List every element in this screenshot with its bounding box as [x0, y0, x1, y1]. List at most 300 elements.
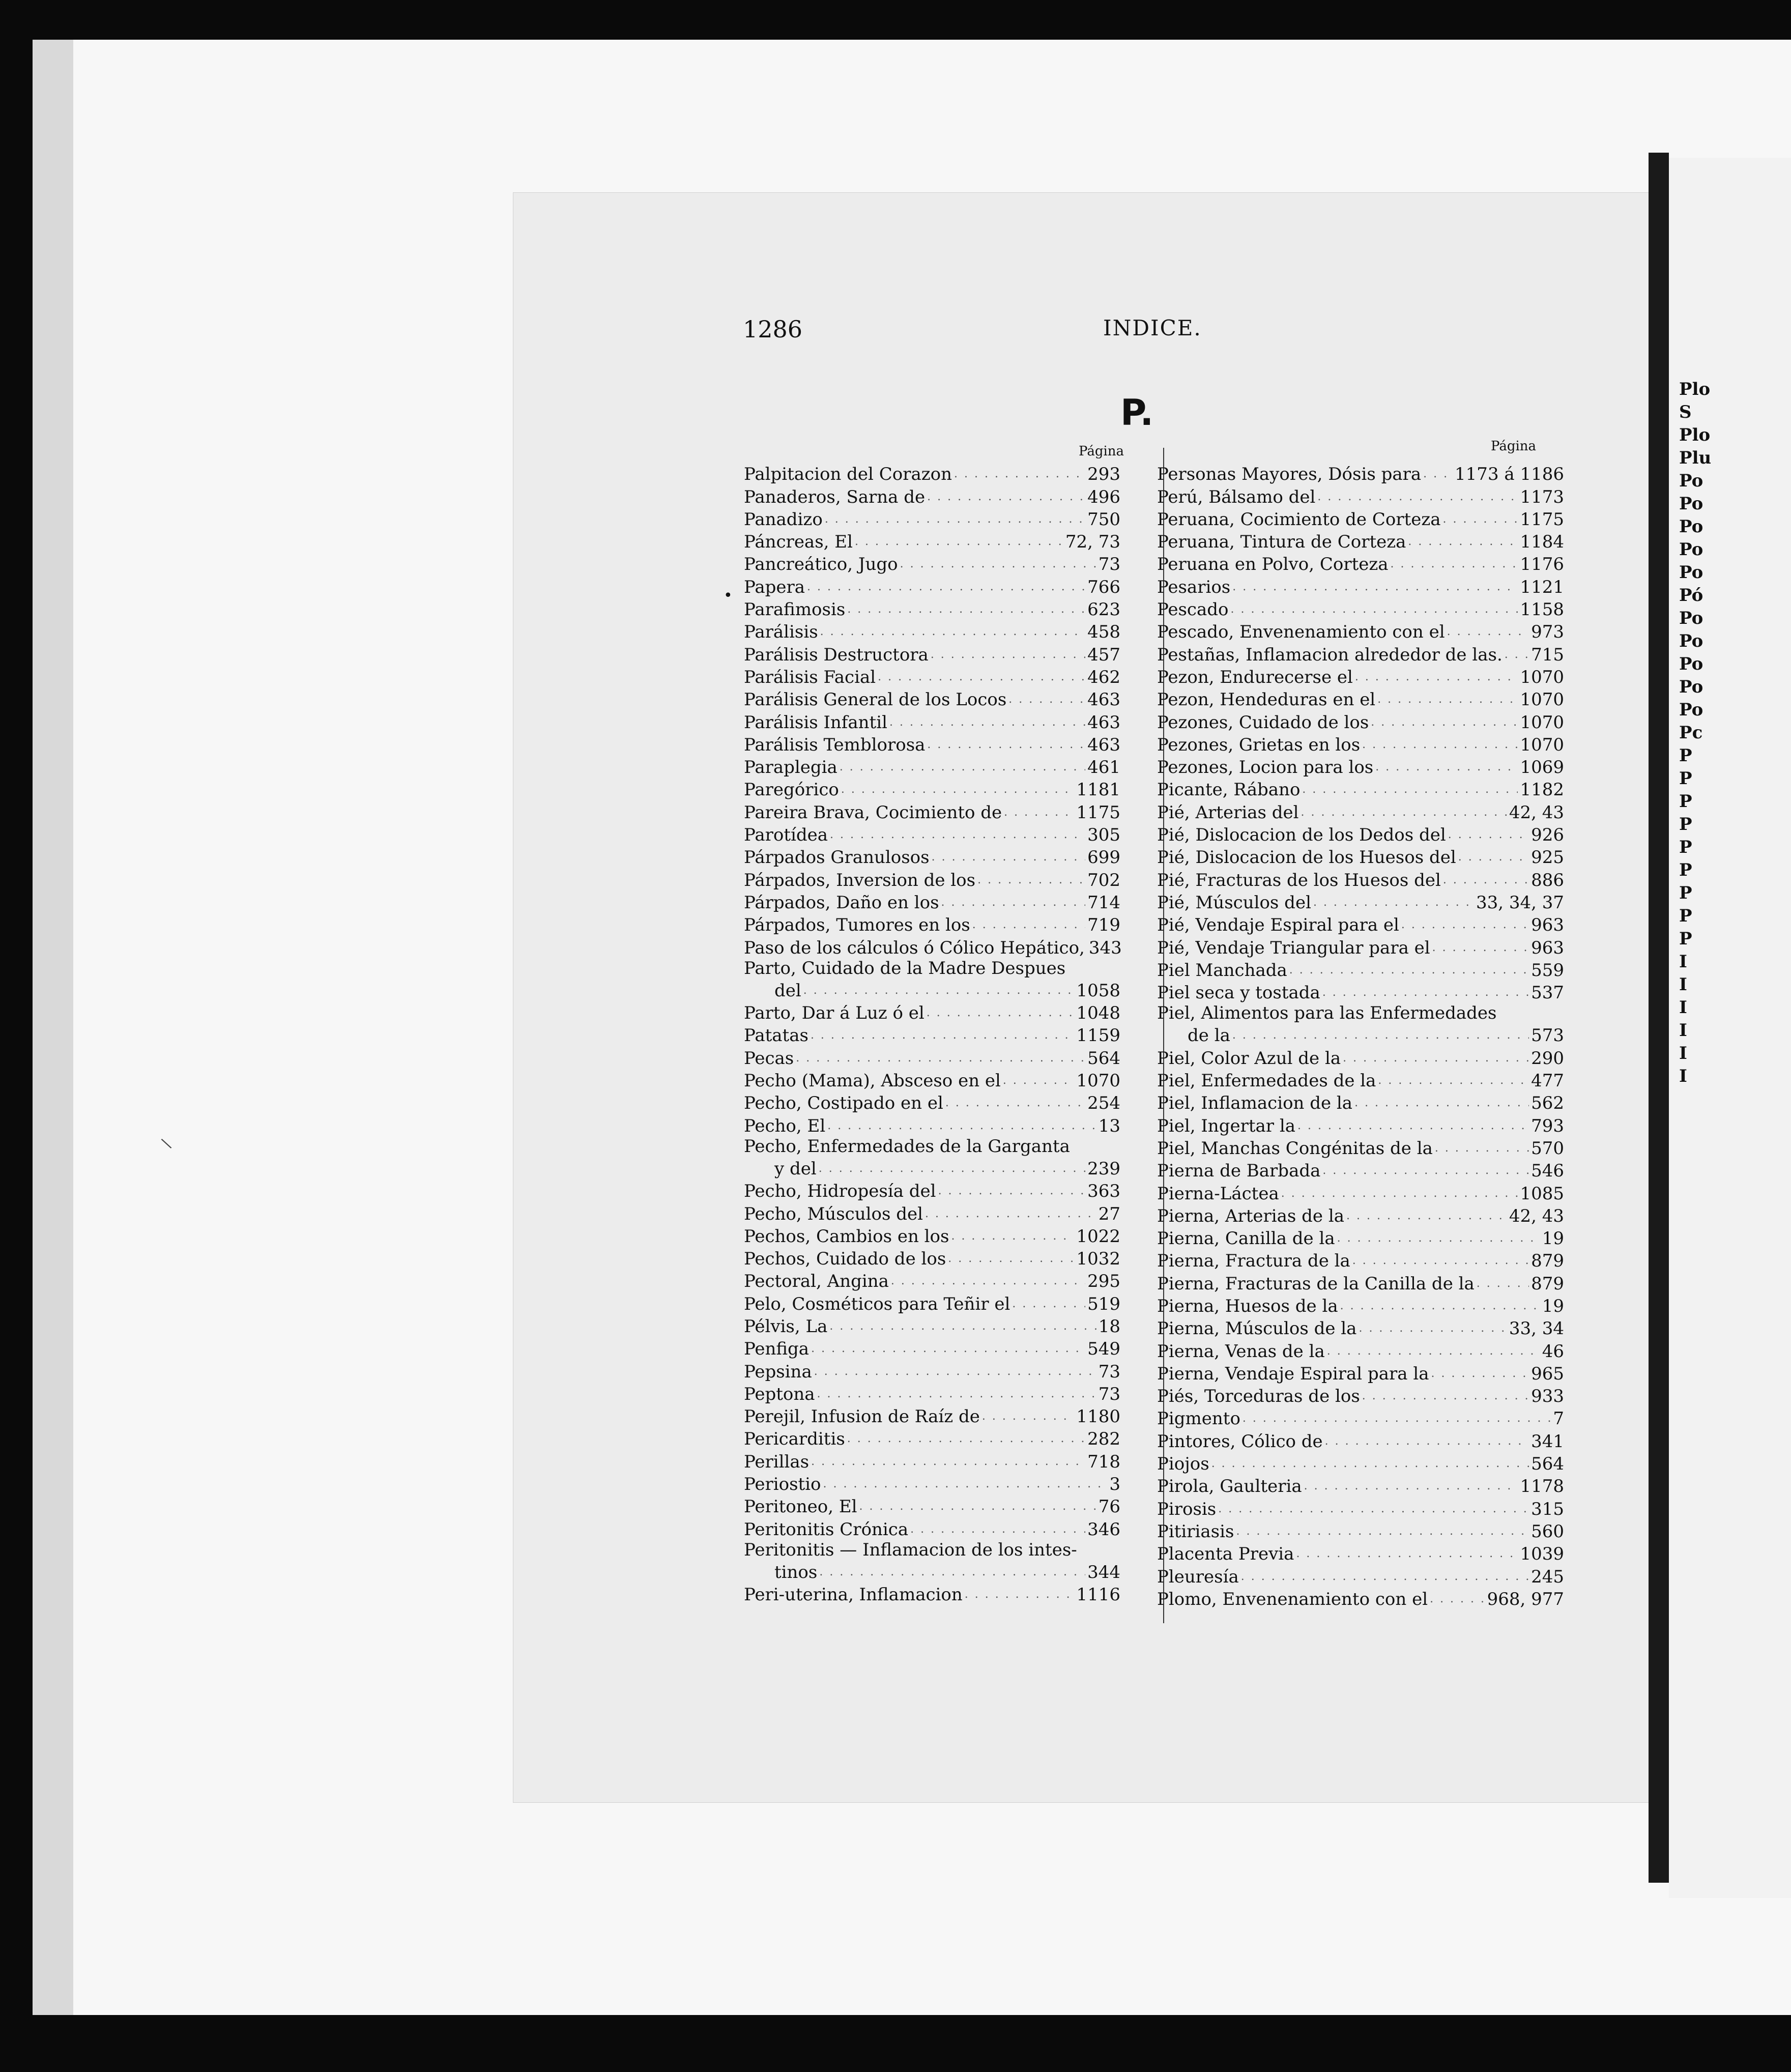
dot-leader [796, 1047, 1085, 1070]
dot-leader [1243, 1407, 1551, 1430]
page-reference: 496 [1087, 486, 1120, 507]
dot-leader [1408, 531, 1518, 553]
index-entry [744, 1137, 1120, 1158]
index-term: Pintores, Cólico de [1157, 1431, 1323, 1452]
page-reference: 42, 43 [1509, 1205, 1564, 1226]
dot-leader [1301, 801, 1507, 824]
dot-leader [859, 1495, 1096, 1518]
index-term: Pierna, Arterias de la [1157, 1205, 1344, 1226]
facing-page-fragment: Plu [1679, 448, 1712, 468]
index-entry [744, 1292, 1120, 1315]
index-term: Pecho (Mama), Absceso en el [744, 1071, 1001, 1091]
index-term: Paso de los cálculos ó Cólico Hepático, [744, 937, 1085, 958]
facing-page-fragment: P [1679, 791, 1692, 812]
index-term: Pecas [744, 1048, 794, 1069]
index-entry [1157, 1182, 1564, 1204]
page-reference: 254 [1087, 1093, 1120, 1114]
facing-page-fragment: Pc [1679, 723, 1703, 743]
facing-page-fragment: Po [1679, 700, 1703, 720]
index-entry [744, 1024, 1120, 1047]
dot-leader [900, 553, 1096, 575]
page-reference: 73 [1098, 1361, 1120, 1382]
dot-leader [807, 576, 1085, 598]
page-reference: 718 [1087, 1451, 1120, 1472]
index-entry [1157, 914, 1564, 936]
dot-leader [1447, 621, 1529, 643]
index-term: Paregórico [744, 780, 839, 800]
index-entry [744, 914, 1120, 936]
index-term: Pericarditis [744, 1429, 845, 1450]
dot-leader [1012, 1293, 1085, 1315]
facing-page-fragment: Plo [1679, 425, 1711, 445]
index-entry [1157, 1520, 1564, 1543]
dot-leader [1362, 1385, 1529, 1407]
dot-leader [982, 1405, 1075, 1428]
page-reference: 925 [1531, 847, 1564, 868]
page-reference: 363 [1087, 1181, 1120, 1202]
dot-leader [1325, 1430, 1529, 1453]
facing-page-fragment: P [1679, 906, 1692, 926]
index-term: Pierna, Músculos de la [1157, 1318, 1357, 1339]
page-reference: 42, 43 [1509, 802, 1564, 823]
index-entry [744, 1158, 1120, 1180]
dot-leader [1343, 1047, 1529, 1070]
index-term: Pectoral, Angina [744, 1271, 889, 1292]
facing-page-fragment: Po [1679, 608, 1703, 628]
index-entry [1157, 779, 1564, 801]
index-term: Pierna-Láctea [1157, 1183, 1279, 1204]
dot-leader [1505, 644, 1529, 666]
index-term: Piel, Enfermedades de la [1157, 1071, 1376, 1091]
facing-page-fragment: P [1679, 745, 1692, 766]
index-term: Perillas [744, 1451, 810, 1472]
page-reference: 1175 [1076, 802, 1120, 823]
index-term: Patatas [744, 1025, 808, 1046]
index-entry [744, 1450, 1120, 1473]
index-term: Pierna, Canilla de la [1157, 1228, 1335, 1249]
dot-leader [1322, 982, 1529, 1004]
dot-leader [1435, 1137, 1529, 1160]
page-reference: 1121 [1520, 577, 1564, 597]
index-term: Placenta Previa [1157, 1544, 1294, 1565]
index-entry [744, 779, 1120, 801]
dot-leader [1297, 1115, 1529, 1137]
facing-page-fragment: P [1679, 860, 1692, 880]
index-term: Pié, Vendaje Triangular para el [1157, 937, 1430, 958]
index-entry [744, 1202, 1120, 1225]
page-reference: 715 [1531, 644, 1564, 665]
index-entry [744, 1473, 1120, 1495]
index-entry [1157, 1114, 1564, 1137]
facing-page-fragment: Po [1679, 516, 1703, 537]
page-reference: 699 [1087, 847, 1120, 868]
page-reference: 766 [1087, 577, 1120, 597]
facing-page-fragment: I [1679, 1066, 1687, 1086]
index-term: Pélvis, La [744, 1316, 828, 1337]
dot-leader [1443, 869, 1529, 891]
index-entry [744, 1405, 1120, 1428]
page-reference: 7 [1553, 1408, 1564, 1429]
index-term: Piojos [1157, 1454, 1209, 1475]
index-entry [744, 1518, 1120, 1540]
page-reference: 702 [1087, 870, 1120, 890]
index-entry [744, 1270, 1120, 1292]
index-term: Papera [744, 577, 805, 597]
index-entry [744, 666, 1120, 688]
dot-leader [1354, 1092, 1529, 1114]
index-entry [1157, 531, 1564, 553]
page-reference: 1175 [1520, 509, 1564, 530]
index-term: de la [1188, 1025, 1230, 1046]
page-reference: 461 [1087, 757, 1120, 778]
dot-leader [819, 1561, 1085, 1584]
page-header-title: INDICE. [1103, 315, 1202, 340]
dot-leader [1431, 1363, 1529, 1385]
index-term: Pié, Vendaje Espiral para el [1157, 915, 1399, 936]
index-term: Pechos, Cuidado de los [744, 1249, 946, 1270]
page-reference: 719 [1087, 915, 1120, 936]
dot-leader [1401, 914, 1529, 936]
index-entry [744, 1561, 1120, 1584]
index-entry [1157, 598, 1564, 621]
facing-page-fragment: I [1679, 1043, 1687, 1063]
index-entry [1157, 1407, 1564, 1430]
dot-leader [1359, 1317, 1507, 1340]
page-reference: 1069 [1520, 757, 1564, 778]
page-reference: 315 [1531, 1499, 1564, 1519]
page-reference: 623 [1087, 599, 1120, 620]
dot-leader [847, 1428, 1085, 1450]
index-term: Parálisis Facial [744, 667, 876, 687]
index-term: Pigmento [1157, 1408, 1240, 1429]
index-entry [1157, 508, 1564, 531]
index-term: Párpados, Inversion de los [744, 870, 976, 890]
dot-leader [927, 1002, 1075, 1024]
index-entry [744, 1002, 1120, 1024]
dot-leader [1458, 846, 1529, 869]
index-entry [1157, 959, 1564, 982]
page-reference: 1176 [1520, 554, 1564, 575]
index-term: Pezon, Endurecerse el [1157, 667, 1353, 687]
dot-leader [1375, 756, 1518, 779]
page-reference: 933 [1531, 1386, 1564, 1407]
page-reference: 344 [1087, 1562, 1120, 1582]
film-border-left [0, 0, 33, 2072]
page-reference: 1070 [1520, 689, 1564, 710]
index-entry [744, 1338, 1120, 1360]
dot-leader [1211, 1453, 1529, 1475]
index-term: Parto, Dar á Luz ó el [744, 1003, 925, 1024]
dot-leader [1432, 937, 1529, 959]
page-reference: 1070 [1520, 734, 1564, 755]
index-entry [1157, 936, 1564, 959]
index-term: Pierna, Vendaje Espiral para la [1157, 1363, 1429, 1384]
index-entry [744, 598, 1120, 621]
page-reference: 458 [1087, 622, 1120, 643]
dot-leader [1377, 688, 1518, 711]
index-term: Peritonitis — Inflamacion de los intes- [744, 1539, 1077, 1560]
dot-leader [938, 1180, 1086, 1202]
index-term: Pié, Arterias del [1157, 802, 1299, 823]
index-entry [744, 756, 1120, 779]
dot-leader [814, 1361, 1096, 1383]
index-term: Plomo, Envenenamiento con el [1157, 1589, 1428, 1609]
index-entry [1157, 1004, 1564, 1024]
index-entry [744, 936, 1120, 959]
index-term: Pleuresía [1157, 1566, 1239, 1587]
page-reference: 963 [1531, 915, 1564, 936]
page-reference: 519 [1087, 1293, 1120, 1314]
index-entry [1157, 575, 1564, 598]
index-term: Piel, Manchas Congénitas de la [1157, 1138, 1433, 1159]
page-reference: 463 [1087, 689, 1120, 710]
page-reference: 290 [1531, 1048, 1564, 1069]
index-term: Pesarios [1157, 577, 1231, 597]
index-entry [1157, 1137, 1564, 1160]
page-reference: 73 [1098, 1384, 1120, 1404]
index-entry [744, 485, 1120, 508]
index-entry [744, 1092, 1120, 1114]
index-term: Piel seca y tostada [1157, 983, 1320, 1003]
index-term: Parálisis General de los Locos [744, 689, 1007, 710]
index-term: Palpitacion del Corazon [744, 464, 952, 485]
index-term: Pecho, Músculos del [744, 1203, 923, 1224]
index-column-left [744, 463, 1120, 1606]
facing-page-fragment: Pó [1679, 585, 1703, 606]
page-reference: 1184 [1520, 532, 1564, 553]
page-reference: 3 [1109, 1474, 1120, 1495]
index-entry [1157, 1250, 1564, 1272]
index-entry [744, 1541, 1120, 1561]
page-reference: 346 [1087, 1519, 1120, 1540]
page-reference: 1058 [1076, 980, 1120, 1001]
dot-leader [847, 598, 1085, 621]
index-term: Pelo, Cosméticos para Teñir el [744, 1293, 1010, 1314]
index-entry [1157, 1430, 1564, 1452]
index-term: Pescado [1157, 599, 1229, 620]
index-term: Peruana, Cocimiento de Corteza [1157, 509, 1441, 530]
facing-page-fragment: Po [1679, 631, 1703, 651]
index-entry [1157, 553, 1564, 575]
page-reference: 282 [1087, 1429, 1120, 1450]
page-reference: 1070 [1520, 712, 1564, 733]
page-reference: 559 [1531, 960, 1564, 981]
index-entry [744, 1584, 1120, 1606]
facing-page-fragment: Po [1679, 494, 1703, 514]
dot-leader [948, 1248, 1074, 1270]
dot-leader [811, 1338, 1085, 1360]
index-entry [1157, 869, 1564, 891]
index-entry [744, 553, 1120, 575]
index-entry [1157, 1024, 1564, 1047]
dot-leader [830, 824, 1085, 846]
dot-leader [977, 869, 1085, 891]
dot-leader [1355, 666, 1518, 688]
page-reference: 965 [1531, 1363, 1564, 1384]
page-reference: 33, 34 [1509, 1318, 1564, 1339]
index-entry [1157, 621, 1564, 643]
page-reference: 549 [1087, 1339, 1120, 1360]
index-term: Pestañas, Inflamacion alrededor de las. [1157, 644, 1503, 665]
dot-leader [1337, 1227, 1540, 1250]
page-reference: 714 [1087, 892, 1120, 913]
index-entry [744, 1315, 1120, 1338]
index-entry [744, 1180, 1120, 1202]
page-reference: 1116 [1076, 1585, 1120, 1605]
dot-leader [817, 1383, 1096, 1405]
facing-page-fragment: P [1679, 929, 1692, 949]
page-reference: 1070 [1520, 667, 1564, 687]
page-reference: 1181 [1076, 780, 1120, 800]
index-entry [744, 869, 1120, 891]
dot-leader [1241, 1566, 1529, 1588]
page-reference: 750 [1087, 509, 1120, 530]
dot-leader [840, 756, 1085, 779]
index-term: Periostio [744, 1474, 821, 1495]
index-term: Peri-uterina, Inflamacion [744, 1585, 963, 1605]
index-entry [1157, 1092, 1564, 1114]
page-reference: 963 [1531, 937, 1564, 958]
index-term: y del [774, 1158, 817, 1179]
index-entry [1157, 1227, 1564, 1250]
page-reference: 295 [1087, 1271, 1120, 1292]
dot-leader [1230, 598, 1518, 621]
dot-leader [965, 1584, 1075, 1606]
page-reference: 1048 [1076, 1003, 1120, 1024]
index-term: Pepsina [744, 1361, 812, 1382]
index-term: Parto, Cuidado de la Madre Despues [744, 958, 1066, 979]
index-entry [1157, 1363, 1564, 1385]
dot-leader [1236, 1520, 1529, 1543]
index-entry [1157, 643, 1564, 666]
dot-leader [1313, 891, 1474, 914]
index-term: Parotídea [744, 825, 828, 846]
dot-leader [1317, 486, 1518, 508]
index-column-right [1157, 463, 1564, 1610]
dot-leader [1352, 1250, 1529, 1272]
dot-leader [823, 1473, 1108, 1495]
dot-leader [1362, 734, 1518, 756]
index-term: del [774, 980, 801, 1001]
page-reference: 13 [1098, 1115, 1120, 1136]
dot-leader [829, 1315, 1096, 1338]
index-term: Pecho, El [744, 1115, 826, 1136]
index-entry [744, 959, 1120, 980]
index-term: Pancreático, Jugo [744, 554, 898, 575]
index-entry [1157, 1385, 1564, 1407]
index-term: Pié, Dislocacion de los Dedos del [1157, 825, 1446, 846]
page-reference: 564 [1087, 1048, 1120, 1069]
page-reference: 73 [1098, 554, 1120, 575]
facing-page-fragment: Po [1679, 677, 1703, 697]
index-term: Pezones, Grietas en los [1157, 734, 1361, 755]
index-entry [744, 1495, 1120, 1518]
page-reference: 1180 [1076, 1406, 1120, 1427]
facing-page-fragment: Plo [1679, 379, 1711, 399]
page-reference: 19 [1542, 1296, 1564, 1316]
page-reference: 19 [1542, 1228, 1564, 1249]
page-reference: 33, 34, 37 [1476, 892, 1564, 913]
index-entry [744, 891, 1120, 914]
page-reference: 27 [1098, 1203, 1120, 1224]
index-term: Pierna de Barbada [1157, 1161, 1321, 1182]
page-reference: 46 [1542, 1341, 1564, 1362]
index-term: Peritoneo, El [744, 1497, 857, 1517]
page-reference: 1022 [1076, 1226, 1120, 1247]
dot-leader [803, 980, 1075, 1002]
page-reference: 239 [1087, 1158, 1120, 1179]
index-entry [1157, 1070, 1564, 1092]
index-term: Pareira Brava, Cocimiento de [744, 802, 1002, 823]
dot-leader [1430, 1588, 1485, 1610]
index-entry [1157, 846, 1564, 869]
page-reference: 546 [1531, 1161, 1564, 1182]
dot-leader [891, 1270, 1085, 1292]
index-entry [744, 1114, 1120, 1137]
index-term: Pecho, Costipado en el [744, 1093, 943, 1114]
index-term: Perú, Bálsamo del [1157, 486, 1316, 507]
index-term: Personas Mayores, Dósis para [1157, 464, 1422, 485]
index-entry [744, 824, 1120, 846]
index-term: Pierna, Venas de la [1157, 1341, 1325, 1362]
page-reference: 1173 á 1186 [1455, 464, 1564, 485]
facing-page-fragment: Po [1679, 562, 1703, 583]
page-reference: 463 [1087, 734, 1120, 755]
dot-leader [954, 463, 1085, 485]
page-reference: 305 [1087, 825, 1120, 846]
page-reference: 72, 73 [1065, 532, 1120, 553]
index-term: Pié, Dislocacion de los Huesos del [1157, 847, 1456, 868]
index-entry [744, 1070, 1120, 1092]
dot-leader [972, 914, 1085, 936]
stray-scan-mark: \ [159, 1134, 174, 1153]
index-term: Peritonitis Crónica [744, 1519, 909, 1540]
index-term: Piel, Alimentos para las Enfermedades [1157, 1003, 1497, 1024]
dot-leader [819, 1158, 1085, 1180]
dot-leader [1003, 1070, 1075, 1092]
dot-leader [889, 711, 1085, 734]
facing-page-fragment: Po [1679, 471, 1703, 491]
dot-leader [1281, 1183, 1518, 1205]
index-entry [744, 734, 1120, 756]
index-entry [1157, 1205, 1564, 1227]
page-reference: 1070 [1076, 1071, 1120, 1091]
index-entry [744, 711, 1120, 733]
dot-leader [878, 666, 1085, 688]
dot-leader [1296, 1543, 1518, 1565]
index-entry [1157, 666, 1564, 688]
index-entry [744, 801, 1120, 823]
index-term: Parálisis Infantil [744, 712, 887, 733]
index-term: Pescado, Envenenamiento con el [1157, 622, 1445, 643]
dot-leader [1302, 779, 1518, 801]
index-term: Parafimosis [744, 599, 846, 620]
index-term: Piés, Torceduras de los [1157, 1386, 1360, 1407]
facing-page-fragment: P [1679, 768, 1692, 789]
page-reference: 1085 [1520, 1183, 1564, 1204]
facing-page-fragment: I [1679, 997, 1687, 1018]
facing-page-fragment: I [1679, 1020, 1687, 1041]
dot-leader [811, 1024, 1075, 1047]
page-reference: 926 [1531, 825, 1564, 846]
index-entry [1157, 711, 1564, 733]
index-term: Pezones, Cuidado de los [1157, 712, 1369, 733]
index-entry [1157, 824, 1564, 846]
page-reference: 1159 [1076, 1025, 1120, 1046]
page-number: 1286 [743, 315, 803, 343]
index-term: Pierna, Fracturas de la Canilla de la [1157, 1273, 1475, 1294]
dot-leader [1004, 801, 1074, 824]
